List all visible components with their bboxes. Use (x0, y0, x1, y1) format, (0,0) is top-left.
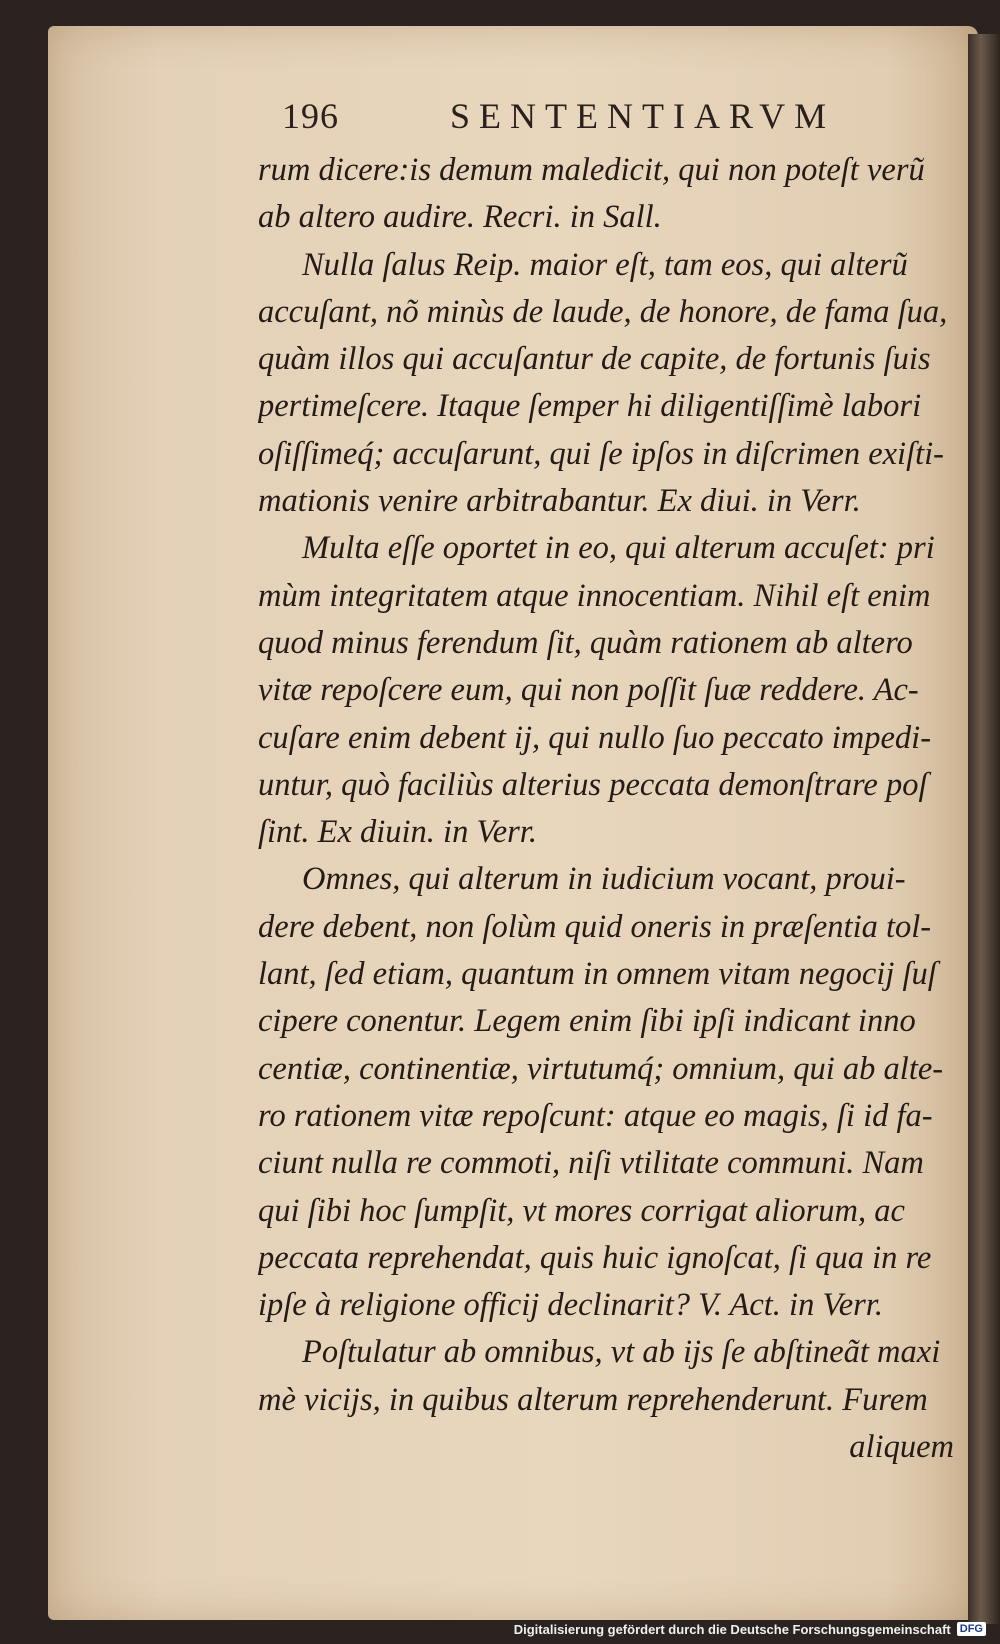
text-line: ro rationem vitæ repoſcunt: atque eo magis, ſi id fa- (258, 1097, 933, 1134)
funding-note: Digitalisierung gefördert durch die Deutsche Forschungsgemeinschaft (513, 1621, 951, 1637)
text-line: cipere conentur. Legem enim ſibi ipſi indicant inno (258, 1003, 916, 1040)
text-line: cuſare enim debent ij, qui nullo ſuo peccato impedi- (258, 719, 932, 756)
text-line: rum dicere:is demum maledicit, qui non poteſt verũ (258, 152, 925, 188)
paragraph-start-line: Omnes, qui alterum in iudicium vocant, proui- (302, 861, 906, 898)
text-line: quod minus ferendum ſit, quàm rationem ab altero (258, 624, 913, 661)
paragraph-start-line: Poſtulatur ab omnibus, vt ab ijs ſe abſtineãt maxi (302, 1334, 941, 1371)
page-body-text (258, 147, 974, 1471)
text-line: vitæ repoſcere eum, qui non poſſit ſuæ reddere. Ac- (258, 672, 919, 709)
dfg-logo: DFG (957, 1622, 986, 1636)
text-line: qui ſibi hoc ſumpſit, vt mores corrigat aliorum, ac (258, 1192, 905, 1229)
text-line: untur, quò faciliùs alterius peccata demonſtrare poſ (258, 766, 928, 803)
text-line: dere debent, non ſolùm quid oneris in præſentia tol- (258, 908, 932, 945)
paragraph-start-line: Nulla ſalus Reip. maior eſt, tam eos, qui alterũ (302, 246, 908, 283)
text-line: pertimeſcere. Itaque ſemper hi diligentiſſimè labori (258, 388, 922, 425)
page-header (282, 95, 842, 145)
text-line: ciunt nulla re commoti, niſi vtilitate communi. Nam (258, 1145, 924, 1182)
digitization-footer (514, 1620, 986, 1638)
catchword: aliquem (849, 1429, 954, 1466)
text-line: oſiſſimeq́; accuſarunt, qui ſe ipſos in diſcrimen exiſti- (258, 435, 944, 472)
text-line: centiæ, continentiæ, virtutumq́; omnium, qui ab alte- (258, 1050, 944, 1087)
text-line: ſint. Ex diuin. in Verr. (258, 814, 537, 851)
text-line: mationis venire arbitrabantur. Ex diui. in Verr. (258, 483, 861, 520)
text-line: ipſe à religione officij declinarit? V. Act. in Verr. (258, 1287, 883, 1324)
text-line: mè vicijs, in quibus alterum reprehenderunt. Furem (258, 1381, 928, 1418)
page-number: 196 (282, 96, 339, 136)
text-line: mùm integritatem atque innocentiam. Nihil eſt enim (258, 577, 931, 614)
text-line: quàm illos qui accuſantur de capite, de fortunis ſuis (258, 341, 931, 378)
text-line: peccata reprehendat, quis huic ignoſcat, ſi qua in re (258, 1239, 932, 1276)
text-line: accuſant, nõ minùs de laude, de honore, de fama ſua, (258, 293, 948, 330)
running-title: SENTENTIARVM (450, 96, 836, 136)
text-line: ab altero audire. Recri. in Sall. (258, 199, 662, 236)
paragraph-start-line: Multa eſſe oportet in eo, qui alterum accuſet: pri (302, 530, 935, 567)
text-line: lant, ſed etiam, quantum in omnem vitam negocij ſuſ (258, 956, 937, 993)
